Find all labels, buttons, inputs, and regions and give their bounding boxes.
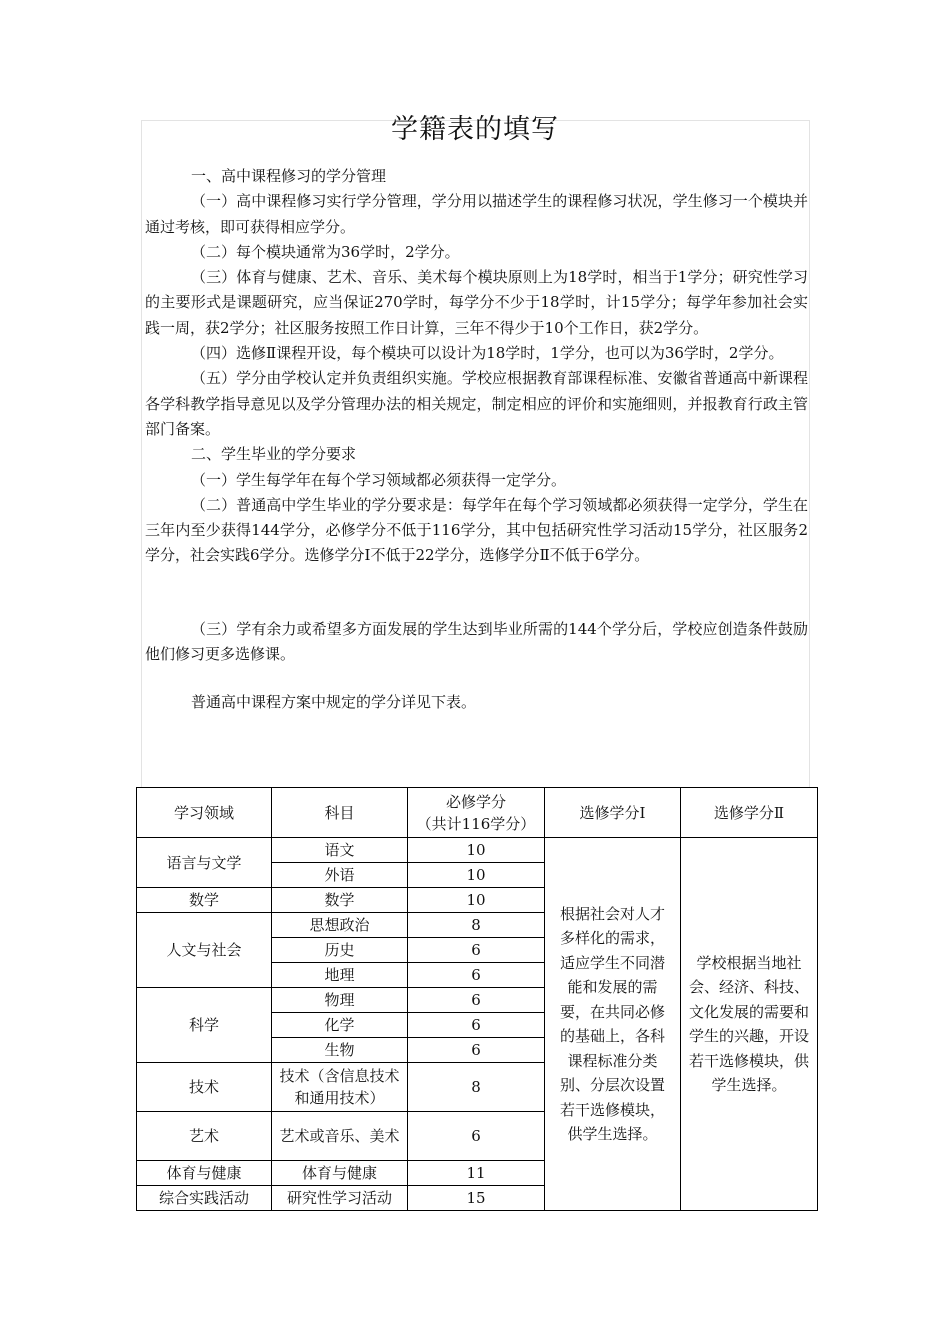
elective2-note: 学校根据当地社会、经济、科技、文化发展的需要和学生的兴趣，开设若干选修模块，供学生选择。 [681, 838, 818, 1211]
domain-cell: 体育与健康 [137, 1161, 272, 1186]
subject-cell: 物理 [272, 988, 408, 1013]
domain-cell: 综合实践活动 [137, 1186, 272, 1211]
table-row [137, 838, 818, 863]
header-subject: 科目 [272, 788, 408, 838]
header-elective1: 选修学分Ⅰ [545, 788, 681, 838]
credit-cell: 10 [408, 863, 545, 888]
subject-cell: 化学 [272, 1013, 408, 1038]
section-heading-2: 二、学生毕业的学分要求 [191, 445, 357, 464]
credit-cell: 6 [408, 1013, 545, 1038]
domain-cell: 数学 [137, 888, 272, 913]
subject-cell: 艺术或音乐、美术 [272, 1112, 408, 1161]
subject-cell: 语文 [272, 838, 408, 863]
header-required-line2: （共计116学分） [416, 814, 536, 833]
subject-cell: 数学 [272, 888, 408, 913]
subject-cell: 外语 [272, 863, 408, 888]
table-intro: 普通高中课程方案中规定的学分详见下表。 [191, 693, 477, 712]
subject-cell: 历史 [272, 938, 408, 963]
credit-cell: 6 [408, 1038, 545, 1063]
domain-cell: 人文与社会 [137, 913, 272, 988]
header-elective2: 选修学分Ⅱ [681, 788, 818, 838]
subject-cell: 地理 [272, 963, 408, 988]
credit-cell: 11 [408, 1161, 545, 1186]
paragraph-2-2: （二）普通高中学生毕业的学分要求是：每学年在每个学习领域都必须获得一定学分，学生在三年内至少获得144学分，必修学分不低于116学分，其中包括研究性学习活动15学分，社区服务2学分，社会实践6学分。选修学分Ⅰ不低于22学分，选修学分Ⅱ不低于6学分。 [145, 495, 808, 565]
credits-table [136, 787, 818, 1211]
domain-cell: 技术 [137, 1063, 272, 1112]
credit-cell: 10 [408, 888, 545, 913]
paragraph-1-5: （五）学分由学校认定并负责组织实施。学校应根据教育部课程标准、安徽省普通高中新课程各学科教学指导意见以及学分管理办法的相关规定，制定相应的评价和实施细则，并报教育行政主管部门备案。 [145, 369, 808, 438]
credit-cell: 10 [408, 838, 545, 863]
paragraph-1-4: （四）选修Ⅱ课程开设，每个模块可以设计为18学时，1学分，也可以为36学时，2学分。 [191, 344, 784, 363]
header-required-line1: 必修学分 [445, 792, 506, 811]
domain-cell: 语言与文学 [137, 838, 272, 888]
credit-cell: 6 [408, 963, 545, 988]
subject-cell: 研究性学习活动 [272, 1186, 408, 1211]
page-title: 学籍表的填写 [391, 114, 559, 145]
paragraph-1-3: （三）体育与健康、艺术、音乐、美术每个模块原则上为18学时，相当于1学分；研究性学习的主要形式是课题研究，应当保证270学时，每学分不少于18学时，计15学分；每学年参加社会实践一周，获2学分；社区服务按照工作日计算，三年不得少于10个工作日，获2学分。 [145, 268, 808, 337]
paragraph-1-2: （二）每个模块通常为36学时，2学分。 [191, 242, 460, 261]
credit-cell: 6 [408, 988, 545, 1013]
domain-cell: 艺术 [137, 1112, 272, 1161]
subject-cell: 技术（含信息技术和通用技术） [272, 1063, 408, 1112]
paragraph-2-1: （一）学生每学年在每个学习领域都必须获得一定学分。 [191, 470, 567, 489]
paragraph-1-1: （一）高中课程修习实行学分管理，学分用以描述学生的课程修习状况，学生修习一个模块并通过考核，即可获得相应学分。 [145, 192, 808, 236]
paragraph-2-3: （三）学有余力或希望多方面发展的学生达到毕业所需的144个学分后，学校应创造条件鼓励他们修习更多选修课。 [145, 619, 808, 664]
credit-cell: 15 [408, 1186, 545, 1211]
domain-cell: 科学 [137, 988, 272, 1063]
subject-cell: 体育与健康 [272, 1161, 408, 1186]
credit-cell: 6 [408, 938, 545, 963]
header-required [408, 788, 545, 838]
credit-cell: 6 [408, 1112, 545, 1161]
subject-cell: 生物 [272, 1038, 408, 1063]
document-body [145, 164, 808, 716]
elective1-note: 根据社会对人才多样化的需求，适应学生不同潜能和发展的需要，在共同必修的基础上，各科课程标准分类别、分层次设置若干选修模块，供学生选择。 [545, 838, 681, 1211]
header-domain: 学习领域 [137, 788, 272, 838]
section-heading-1: 一、高中课程修习的学分管理 [191, 167, 387, 185]
credit-cell: 8 [408, 1063, 545, 1112]
table-header-row [137, 788, 818, 838]
subject-cell: 思想政治 [272, 913, 408, 938]
credit-cell: 8 [408, 913, 545, 938]
